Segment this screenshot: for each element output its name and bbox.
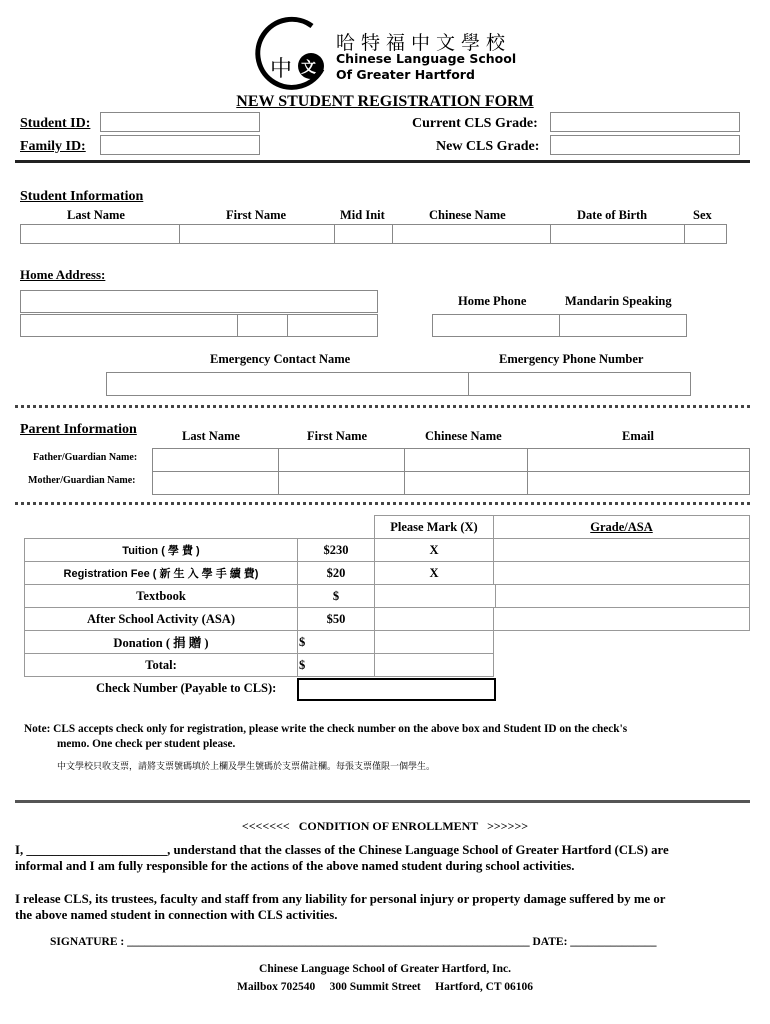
- fee-label-registration: Registration Fee ( 新 生 入 學 手 續 費): [24, 561, 298, 585]
- note-line1: Note: CLS accepts check only for registration, please write the check number on the above box and Student ID on the check's: [24, 723, 628, 735]
- fee-mark-tuition[interactable]: X: [374, 538, 494, 562]
- father-first-field[interactable]: [278, 448, 405, 472]
- mother-chinese-field[interactable]: [404, 471, 528, 495]
- condition-divider: [15, 800, 750, 803]
- condition-para2-line1: I release CLS, its trustees, faculty and staff from any liability for personal injury or property damage suffered by me or: [15, 892, 666, 906]
- parent-col-email: Email: [622, 429, 654, 443]
- student-sex-field[interactable]: [684, 224, 727, 244]
- mandarin-label: Mandarin Speaking: [565, 294, 672, 308]
- condition-para1-line2: informal and I am fully responsible for the actions of the above named student during school activities.: [15, 859, 575, 873]
- emergency-name-field[interactable]: [106, 372, 469, 396]
- fee-grade-asa[interactable]: [493, 607, 750, 631]
- condition-para2-line2: the above named student in connection with CLS activities.: [15, 908, 338, 922]
- father-last-field[interactable]: [152, 448, 279, 472]
- note-chinese: 中文學校只收支票，請將支票號碼填於上欄及學生號碼於支票備註欄。每張支票僅限一個學生。: [57, 762, 436, 772]
- address-city-field[interactable]: [20, 314, 238, 337]
- check-number-field[interactable]: [297, 678, 496, 701]
- fee-amount-donation[interactable]: $: [297, 630, 375, 654]
- student-first-name-field[interactable]: [179, 224, 335, 244]
- current-grade-field[interactable]: [550, 112, 740, 132]
- footer-line1: Chinese Language School of Greater Hartford, Inc.: [259, 963, 511, 975]
- family-id-field[interactable]: [100, 135, 260, 155]
- fee-label-total: Total:: [24, 653, 298, 677]
- parent-col-last: Last Name: [182, 429, 240, 443]
- father-label: Father/Guardian Name:: [33, 452, 138, 463]
- col-last-name: Last Name: [67, 208, 125, 222]
- fee-amount-tuition: $230: [297, 538, 375, 562]
- student-mid-init-field[interactable]: [334, 224, 393, 244]
- col-chinese-name: Chinese Name: [429, 208, 506, 222]
- condition-para1-line1: I, ______________________, understand that the classes of the Chinese Language School of Greater Hartford (CLS) are: [15, 843, 669, 857]
- new-grade-field[interactable]: [550, 135, 740, 155]
- logo-char-1: 中: [270, 57, 293, 82]
- student-id-label: Student ID:: [20, 116, 91, 131]
- col-sex: Sex: [693, 208, 712, 222]
- section-divider-1: [15, 405, 750, 408]
- emergency-phone-field[interactable]: [468, 372, 691, 396]
- home-address-heading: Home Address:: [20, 267, 106, 282]
- logo-english-line2: Of Greater Hartford: [336, 67, 475, 82]
- fee-mark-total[interactable]: [374, 653, 494, 677]
- parent-col-first: First Name: [307, 429, 368, 443]
- fee-amount-asa: $50: [297, 607, 375, 631]
- mother-label: Mother/Guardian Name:: [28, 475, 136, 486]
- student-info-heading: Student Information: [20, 189, 144, 204]
- signature-line[interactable]: SIGNATURE : ______________________________________________________________________ DATE: _______________: [50, 936, 657, 948]
- new-grade-label: New CLS Grade:: [436, 139, 540, 154]
- fee-label-donation: Donation ( 捐 贈 ): [24, 630, 298, 654]
- parent-col-chinese: Chinese Name: [425, 429, 502, 443]
- logo-char-2: 文: [301, 58, 317, 76]
- fee-grade-textbook[interactable]: [495, 584, 750, 608]
- header-divider: [15, 160, 750, 163]
- mother-last-field[interactable]: [152, 471, 279, 495]
- fee-mark-textbook[interactable]: [374, 584, 496, 608]
- grade-asa-header: [493, 515, 750, 539]
- current-grade-label: Current CLS Grade:: [412, 116, 538, 131]
- fee-grade-registration[interactable]: [493, 561, 750, 585]
- condition-heading: <<<<<<< CONDITION OF ENROLLMENT >>>>>>: [241, 819, 529, 833]
- fee-amount-total[interactable]: $: [297, 653, 375, 677]
- col-mid-init: Mid Init: [340, 208, 385, 222]
- form-title: NEW STUDENT REGISTRATION FORM: [236, 93, 534, 110]
- fee-mark-donation[interactable]: [374, 630, 494, 654]
- mother-email-field[interactable]: [527, 471, 750, 495]
- mother-first-field[interactable]: [278, 471, 405, 495]
- check-number-label: Check Number (Payable to CLS):: [96, 681, 277, 695]
- parent-info-heading: Parent Information: [20, 422, 137, 437]
- address-zip-field[interactable]: [287, 314, 378, 337]
- mandarin-field[interactable]: [559, 314, 687, 337]
- student-dob-field[interactable]: [550, 224, 685, 244]
- student-last-name-field[interactable]: [20, 224, 180, 244]
- fee-mark-registration[interactable]: X: [374, 561, 494, 585]
- grade-asa-header-text: Grade/ASA: [590, 519, 653, 534]
- logo-chinese-name: 哈特福中文學校: [336, 32, 512, 54]
- student-chinese-name-field[interactable]: [392, 224, 551, 244]
- col-first-name: First Name: [226, 208, 287, 222]
- father-chinese-field[interactable]: [404, 448, 528, 472]
- fee-mark-asa[interactable]: [374, 607, 494, 631]
- father-email-field[interactable]: [527, 448, 750, 472]
- fee-amount-textbook: $: [297, 584, 375, 608]
- mark-header: Please Mark (X): [374, 515, 494, 539]
- note-line2: memo. One check per student please.: [57, 738, 236, 750]
- family-id-label: Family ID:: [20, 139, 86, 154]
- col-date-of-birth: Date of Birth: [577, 208, 648, 222]
- emergency-name-label: Emergency Contact Name: [210, 352, 351, 366]
- footer-line2: Mailbox 702540 300 Summit Street Hartford, CT 06106: [236, 981, 533, 993]
- home-phone-field[interactable]: [432, 314, 560, 337]
- home-phone-label: Home Phone: [458, 294, 527, 308]
- emergency-phone-label: Emergency Phone Number: [499, 352, 644, 366]
- student-id-field[interactable]: [100, 112, 260, 132]
- address-state-field[interactable]: [237, 314, 288, 337]
- fee-label-asa: After School Activity (ASA): [24, 607, 298, 631]
- address-street-field[interactable]: [20, 290, 378, 313]
- fee-grade-tuition[interactable]: [493, 538, 750, 562]
- section-divider-2: [15, 502, 750, 505]
- fee-amount-registration: $20: [297, 561, 375, 585]
- fee-label-tuition: Tuition ( 學 費 ): [24, 538, 298, 562]
- logo-english-line1: Chinese Language School: [336, 51, 517, 66]
- fee-label-textbook: Textbook: [24, 584, 298, 608]
